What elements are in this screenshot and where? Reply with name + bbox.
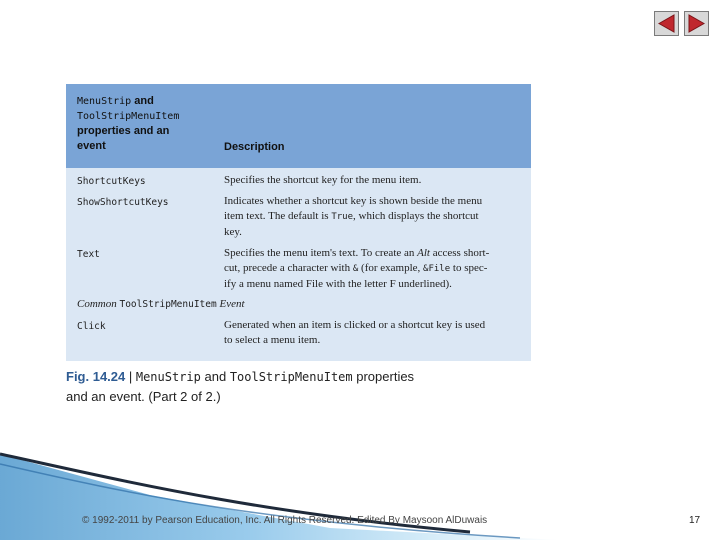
previous-slide-button[interactable] xyxy=(654,11,679,36)
description-code: & xyxy=(352,264,359,274)
page-number: 17 xyxy=(689,515,701,526)
figure-caption xyxy=(66,367,506,406)
header-description: Description xyxy=(224,141,285,153)
description-line: Indicates whether a shortcut key is shown beside the menu xyxy=(224,195,483,207)
caption-code: ToolStripMenuItem xyxy=(229,370,353,384)
description-line: Generated when an item is clicked or a shortcut key is used xyxy=(224,319,486,331)
description-italic: Alt xyxy=(417,247,430,259)
event-description xyxy=(224,318,529,348)
decorative-swoosh xyxy=(0,450,720,540)
description-code: &File xyxy=(423,264,451,274)
caption-text: and xyxy=(200,369,230,384)
description-text: cut, precede a character with xyxy=(224,262,353,274)
description-line: key. xyxy=(224,226,242,238)
caption-text: and an event. (Part 2 of 2.) xyxy=(66,389,221,404)
section-text: Common xyxy=(77,298,120,310)
description-text: item text. The default is xyxy=(224,210,332,222)
property-name: Text xyxy=(77,249,100,260)
description-line: ify a menu named File with the letter F underlined). xyxy=(224,278,452,290)
header-code-menustrip: MenuStrip xyxy=(77,96,132,107)
section-text: Event xyxy=(216,298,245,310)
caption-text: properties xyxy=(352,369,415,384)
description-line: to select a menu item. xyxy=(224,334,321,346)
header-text: event xyxy=(77,140,106,152)
description-text: to spec- xyxy=(450,262,488,274)
property-description xyxy=(224,194,524,240)
property-name: ShortcutKeys xyxy=(77,176,146,187)
description-text: access short- xyxy=(429,247,490,259)
section-heading xyxy=(77,298,245,310)
property-name: ShowShortcutKeys xyxy=(77,197,169,208)
description-text: (for example, xyxy=(358,262,424,274)
next-slide-button[interactable] xyxy=(684,11,709,36)
header-text: and xyxy=(131,95,154,107)
property-description: Specifies the shortcut key for the menu item. xyxy=(224,174,422,186)
caption-code: MenuStrip xyxy=(135,370,201,384)
description-code: True xyxy=(331,212,354,222)
triangle-right-icon xyxy=(685,12,708,35)
header-code-toolstripmenuitem: ToolStripMenuItem xyxy=(77,111,180,122)
header-left xyxy=(77,94,217,154)
triangle-left-icon xyxy=(655,12,678,35)
description-text: , which displays the shortcut xyxy=(353,210,479,222)
description-text: Specifies the menu item's text. To create an xyxy=(224,247,418,259)
event-name: Click xyxy=(77,321,106,332)
section-code: ToolStripMenuItem xyxy=(119,299,217,310)
copyright-footer: © 1992-2011 by Pearson Education, Inc. All Rights Reserved. Edited By Maysoon AlDuwais xyxy=(82,515,488,526)
header-text: properties and an xyxy=(77,125,170,137)
property-description xyxy=(224,246,524,292)
figure-label: Fig. 14.24 xyxy=(66,369,126,384)
table-header xyxy=(66,84,531,168)
properties-table xyxy=(66,84,531,361)
caption-separator: | xyxy=(125,369,136,384)
